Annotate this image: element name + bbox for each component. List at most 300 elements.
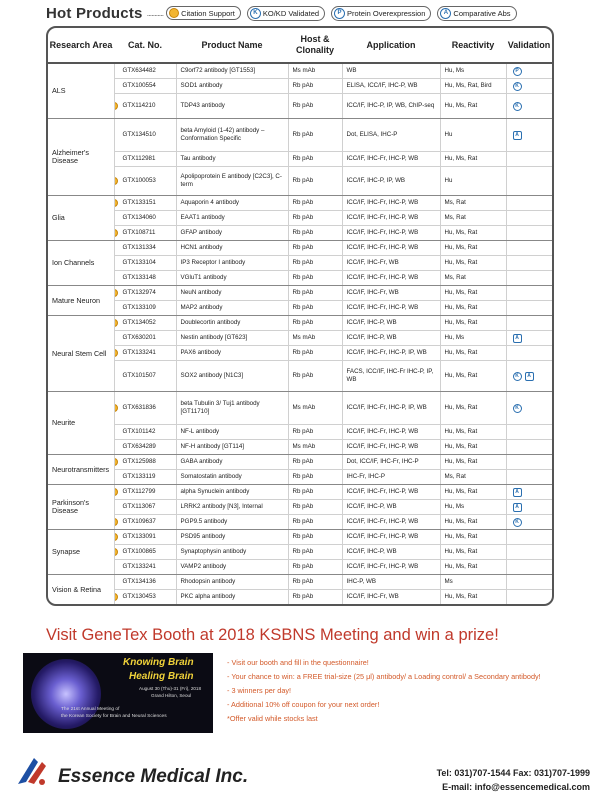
banner-annual: The 21st Annual Meeting of: [61, 707, 120, 712]
citation-icon: [114, 229, 118, 237]
host-cell: [288, 485, 342, 500]
product-name-cell: [176, 196, 288, 211]
application-cell: [342, 455, 440, 470]
validation-cell: [506, 515, 552, 530]
research-area-cell: Ion Channels: [48, 241, 114, 286]
product-name-cell-text: beta Tubulin 3/ Tuj1 antibody [GT11710]: [180, 400, 260, 415]
validation-cell: [506, 590, 552, 605]
contact-email: E-mail: info@essencemedical.com: [442, 782, 590, 792]
col-application: Application: [342, 28, 440, 63]
reactivity-cell: [440, 392, 506, 425]
reactivity-cell-text: Hu, Ms, Rat: [444, 428, 478, 435]
product-name-cell: [176, 392, 288, 425]
cat-no-cell: [114, 63, 176, 79]
cat-no-cell: [114, 515, 176, 530]
host-cell: [288, 545, 342, 560]
table-body: [48, 63, 552, 605]
research-area-cell: ALS: [48, 63, 114, 119]
promo-bullet: - Visit our booth and fill in the questionnaire!: [227, 658, 369, 667]
validation-cell: [506, 500, 552, 515]
validation-cell: [506, 455, 552, 470]
promo-bullet: - 3 winners per day!: [227, 686, 292, 695]
product-name-cell: [176, 301, 288, 316]
reactivity-cell-text: Hu, Ms, Rat: [444, 304, 478, 311]
cat-no-cell-text: GTX133119: [122, 473, 156, 480]
product-name-cell: [176, 470, 288, 485]
application-cell: [342, 500, 440, 515]
application-cell-text: ICC/IF, IHC-Fr, IHC-P, WB: [346, 533, 419, 540]
application-cell: [342, 425, 440, 440]
host-cell: [288, 425, 342, 440]
meeting-banner: [23, 653, 213, 733]
product-name-cell: [176, 425, 288, 440]
product-name-cell: [176, 119, 288, 152]
product-name-cell-text: PSD95 antibody: [180, 533, 226, 540]
host-cell: [288, 152, 342, 167]
table-row: [48, 530, 552, 545]
research-area-cell: Mature Neuron: [48, 286, 114, 316]
product-name-cell: [176, 79, 288, 94]
product-name-cell-text: GFAP antibody: [180, 229, 223, 236]
host-cell-text: Rb pAb: [292, 214, 314, 221]
table-row: [48, 63, 552, 79]
product-name-cell: [176, 575, 288, 590]
application-cell: [342, 196, 440, 211]
application-cell-text: Dot, ICC/IF, IHC-Fr, IHC-P: [346, 458, 419, 465]
application-cell-text: ICC/IF, IHC-Fr, IHC-P, IP, WB: [346, 349, 427, 356]
application-cell: [342, 256, 440, 271]
table-row: [48, 361, 552, 392]
cat-no-cell-text: GTX630201: [122, 334, 156, 341]
product-name-cell: [176, 455, 288, 470]
validation-cell: [506, 241, 552, 256]
host-cell-text: Rb pAb: [292, 473, 314, 480]
ko-kd-icon: K: [513, 82, 522, 91]
cat-no-cell-text: GTX101142: [122, 428, 156, 435]
cat-no-cell-text: GTX631836: [122, 404, 156, 411]
cat-no-cell: [114, 256, 176, 271]
application-cell-text: ICC/IF, IHC-P, WB: [346, 548, 397, 555]
application-cell-text: ICC/IF, IHC-P, WB: [346, 334, 397, 341]
comparative-abs-icon: A: [513, 131, 522, 140]
cat-no-cell: [114, 392, 176, 425]
cat-no-cell: [114, 167, 176, 196]
reactivity-cell: [440, 590, 506, 605]
research-area-cell: Vision & Retina: [48, 575, 114, 605]
cat-no-cell-text: GTX114210: [122, 102, 156, 109]
product-name-cell-text: GABA antibody: [180, 458, 223, 465]
cat-no-cell-text: GTX109637: [122, 518, 156, 525]
cat-no-cell: [114, 440, 176, 455]
host-cell: [288, 271, 342, 286]
ko-kd-icon: K: [250, 8, 261, 19]
table-row: [48, 226, 552, 241]
host-cell: [288, 560, 342, 575]
cat-no-cell: [114, 545, 176, 560]
cat-no-cell-text: GTX100554: [122, 82, 156, 89]
host-cell-text: Rb pAb: [292, 563, 314, 570]
reactivity-cell-text: Hu, Ms, Rat: [444, 349, 478, 356]
host-cell-text: Rb pAb: [292, 428, 314, 435]
reactivity-cell-text: Hu, Ms, Rat: [444, 593, 478, 600]
reactivity-cell-text: Hu, Ms, Rat: [444, 518, 478, 525]
table-row: [48, 167, 552, 196]
table-row: [48, 119, 552, 152]
application-cell-text: ELISA, ICC/IF, IHC-P, WB: [346, 82, 418, 89]
promo-title: Visit GeneTex Booth at 2018 KSBNS Meeting and win a prize!: [46, 626, 499, 644]
table-row: [48, 79, 552, 94]
validation-cell: [506, 226, 552, 241]
reactivity-cell-text: Hu, Ms: [444, 67, 465, 74]
product-name-cell-text: TDP43 antibody: [180, 102, 225, 109]
citation-icon: [114, 404, 118, 412]
banner-society: the Korean Society for Brain and Neural Sciences: [61, 714, 167, 719]
host-cell: [288, 119, 342, 152]
brand-name: Essence Medical Inc.: [58, 766, 249, 787]
reactivity-cell-text: Ms: [444, 578, 453, 585]
application-cell: [342, 470, 440, 485]
citation-icon: [114, 319, 118, 327]
banner-line2: Healing Brain: [129, 671, 194, 682]
host-cell: [288, 440, 342, 455]
application-cell: [342, 560, 440, 575]
cat-no-cell: [114, 346, 176, 361]
reactivity-cell-text: Hu: [444, 177, 453, 184]
application-cell: [342, 316, 440, 331]
header: [46, 4, 523, 22]
product-name-cell-text: NF-H antibody [GT114]: [180, 443, 245, 450]
product-name-cell: [176, 590, 288, 605]
citation-icon: [114, 177, 118, 185]
table-row: [48, 455, 552, 470]
reactivity-cell-text: Ms, Rat: [444, 199, 466, 206]
product-name-cell-text: beta Amyloid (1-42) antibody – Conformation Specific: [180, 127, 265, 142]
product-name-cell-text: SOD1 antibody: [180, 82, 223, 89]
validation-cell: [506, 392, 552, 425]
cat-no-cell-text: GTX108711: [122, 229, 156, 236]
reactivity-cell: [440, 485, 506, 500]
reactivity-cell: [440, 79, 506, 94]
host-cell-text: Rb pAb: [292, 578, 314, 585]
application-cell: [342, 331, 440, 346]
cat-no-cell-text: GTX125988: [122, 458, 156, 465]
cat-no-cell: [114, 211, 176, 226]
cat-no-cell-text: GTX100865: [122, 548, 156, 555]
host-cell-text: Rb pAb: [292, 244, 314, 251]
cat-no-cell: [114, 575, 176, 590]
reactivity-cell: [440, 301, 506, 316]
product-name-cell: [176, 286, 288, 301]
citation-icon: [114, 548, 118, 556]
application-cell-text: ICC/IF, IHC-Fr, IHC-P, WB: [346, 518, 419, 525]
cat-no-cell-text: GTX133091: [122, 533, 156, 540]
product-name-cell-text: HCN1 antibody: [180, 244, 223, 251]
reactivity-cell-text: Ms, Rat: [444, 274, 466, 281]
host-cell-text: Rb pAb: [292, 503, 314, 510]
legend-pe-label: Protein Overexpression: [347, 8, 426, 18]
reactivity-cell: [440, 425, 506, 440]
reactivity-cell-text: Hu, Ms, Rat: [444, 244, 478, 251]
application-cell: [342, 346, 440, 361]
cat-no-cell-text: GTX134136: [122, 578, 156, 585]
citation-icon: [114, 593, 118, 601]
validation-cell: [506, 256, 552, 271]
cat-no-cell-text: GTX634482: [122, 67, 156, 74]
reactivity-cell-text: Hu, Ms, Rat, Bird: [444, 82, 492, 89]
application-cell-text: ICC/IF, IHC-P, IP, WB, ChIP-seq: [346, 102, 435, 109]
host-cell-text: Rb pAb: [292, 593, 314, 600]
reactivity-cell-text: Hu, Ms, Rat: [444, 488, 478, 495]
application-cell: [342, 515, 440, 530]
banner-place: Grand Hilton, Seoul: [151, 693, 192, 698]
application-cell: [342, 79, 440, 94]
legend-ko: [247, 6, 325, 21]
reactivity-cell-text: Hu, Ms, Rat: [444, 229, 478, 236]
cat-no-cell-text: GTX133151: [122, 199, 156, 206]
application-cell-text: ICC/IF, IHC-Fr, IHC-P, WB: [346, 199, 419, 206]
application-cell: [342, 392, 440, 425]
table-row: [48, 94, 552, 119]
application-cell-text: ICC/IF, IHC-Fr, IHC-P, WB: [346, 229, 419, 236]
reactivity-cell: [440, 530, 506, 545]
application-cell: [342, 485, 440, 500]
application-cell-text: ICC/IF, IHC-Fr, IHC-P, WB: [346, 244, 419, 251]
application-cell: [342, 167, 440, 196]
table-row: [48, 286, 552, 301]
table-row: [48, 271, 552, 286]
product-name-cell-text: PAX6 antibody: [180, 349, 221, 356]
cat-no-cell: [114, 316, 176, 331]
col-validation: Validation: [506, 28, 552, 63]
cat-no-cell: [114, 196, 176, 211]
cat-no-cell-text: GTX133148: [122, 274, 156, 281]
product-name-cell: [176, 361, 288, 392]
product-name-cell: [176, 316, 288, 331]
cat-no-cell: [114, 361, 176, 392]
col-host-clonality: Host & Clonality: [288, 28, 342, 63]
cat-no-cell-text: GTX634289: [122, 443, 156, 450]
host-cell-text: Rb pAb: [292, 229, 314, 236]
product-name-cell-text: Nestin antibody [GT623]: [180, 334, 248, 341]
host-cell-text: Rb pAb: [292, 372, 314, 379]
application-cell-text: Dot, ELISA, IHC-P: [346, 131, 398, 138]
application-cell: [342, 119, 440, 152]
comparative-abs-icon: A: [525, 372, 534, 381]
application-cell: [342, 590, 440, 605]
application-cell-text: ICC/IF, IHC-Fr, IHC-P, IP, WB: [346, 404, 427, 411]
table-row: [48, 196, 552, 211]
validation-cell: [506, 152, 552, 167]
comparative-abs-icon: A: [440, 8, 451, 19]
citation-icon: [114, 488, 118, 496]
table-row: [48, 470, 552, 485]
table-row: [48, 346, 552, 361]
reactivity-cell-text: Hu, Ms, Rat: [444, 533, 478, 540]
table-row: [48, 152, 552, 167]
validation-cell: [506, 470, 552, 485]
reactivity-cell: [440, 167, 506, 196]
reactivity-cell: [440, 575, 506, 590]
host-cell-text: Rb pAb: [292, 155, 314, 162]
host-cell: [288, 590, 342, 605]
validation-cell: [506, 271, 552, 286]
application-cell-text: ICC/IF, IHC-Fr, IHC-P, WB: [346, 274, 419, 281]
application-cell-text: FACS, ICC/IF, IHC-Fr IHC-P, IP, WB: [346, 368, 434, 383]
application-cell: [342, 271, 440, 286]
product-name-cell: [176, 530, 288, 545]
product-name-cell-text: SOX2 antibody [N1C3]: [180, 372, 244, 379]
col-cat-no: Cat. No.: [114, 28, 176, 63]
promo-bullet: - Additional 10% off coupon for your next order!: [227, 700, 380, 709]
application-cell: [342, 211, 440, 226]
reactivity-cell-text: Hu, Ms, Rat: [444, 319, 478, 326]
reactivity-cell-text: Hu, Ms, Rat: [444, 289, 478, 296]
product-name-cell-text: NF-L antibody: [180, 428, 220, 435]
product-name-cell-text: alpha Synuclein antibody: [180, 488, 250, 495]
host-cell: [288, 455, 342, 470]
product-name-cell: [176, 271, 288, 286]
reactivity-cell: [440, 470, 506, 485]
legend-ko-label: KO/KD Validated: [262, 8, 320, 18]
table-row: [48, 575, 552, 590]
reactivity-cell: [440, 361, 506, 392]
host-cell-text: Rb pAb: [292, 177, 314, 184]
table-row: [48, 560, 552, 575]
comparative-abs-icon: A: [513, 334, 522, 343]
product-table: [48, 28, 552, 605]
reactivity-cell-text: Ms, Rat: [444, 214, 466, 221]
cat-no-cell-text: GTX133241: [122, 349, 156, 356]
promo-bullets: [227, 656, 541, 726]
cat-no-cell-text: GTX132974: [122, 289, 156, 296]
host-cell-text: Rb pAb: [292, 199, 314, 206]
cat-no-cell: [114, 530, 176, 545]
reactivity-cell: [440, 241, 506, 256]
product-name-cell-text: PKC alpha antibody: [180, 593, 236, 600]
reactivity-cell: [440, 211, 506, 226]
citation-icon: [114, 349, 118, 357]
cat-no-cell: [114, 560, 176, 575]
application-cell-text: ICC/IF, IHC-Fr, IHC-P, WB: [346, 488, 419, 495]
application-cell: [342, 575, 440, 590]
reactivity-cell: [440, 119, 506, 152]
host-cell: [288, 286, 342, 301]
reactivity-cell: [440, 515, 506, 530]
product-name-cell: [176, 331, 288, 346]
validation-cell: [506, 346, 552, 361]
cat-no-cell: [114, 500, 176, 515]
ko-kd-icon: K: [513, 372, 522, 381]
host-cell: [288, 530, 342, 545]
col-product-name: Product Name: [176, 28, 288, 63]
host-cell: [288, 256, 342, 271]
protein-overexpression-icon: P: [513, 67, 522, 76]
cat-no-cell-text: GTX113067: [122, 503, 156, 510]
application-cell: [342, 152, 440, 167]
comparative-abs-icon: A: [513, 488, 522, 497]
product-name-cell: [176, 485, 288, 500]
citation-icon: [114, 533, 118, 541]
product-name-cell: [176, 256, 288, 271]
product-name-cell: [176, 152, 288, 167]
reactivity-cell: [440, 226, 506, 241]
product-name-cell: [176, 63, 288, 79]
research-area-cell: Glia: [48, 196, 114, 241]
validation-cell: [506, 361, 552, 392]
table-row: [48, 515, 552, 530]
application-cell-text: ICC/IF, IHC-Fr, IHC-P, WB: [346, 155, 419, 162]
validation-cell: [506, 560, 552, 575]
citation-icon: [114, 518, 118, 526]
application-cell-text: ICC/IF, IHC-P, WB: [346, 319, 397, 326]
cat-no-cell-text: GTX133109: [122, 304, 156, 311]
validation-cell: [506, 94, 552, 119]
host-cell-text: Ms mAb: [292, 334, 316, 341]
cat-no-cell-text: GTX133104: [122, 259, 156, 266]
product-name-cell: [176, 94, 288, 119]
validation-cell: [506, 119, 552, 152]
host-cell: [288, 515, 342, 530]
application-cell: [342, 226, 440, 241]
citation-icon: [114, 289, 118, 297]
application-cell-text: ICC/IF, IHC-P, IP, WB: [346, 177, 406, 184]
promo-bullet: - Your chance to win: a FREE trial-size (25 μl) antibody/ a Loading control/ a Secondary antibody!: [227, 672, 541, 681]
product-name-cell-text: NeuN antibody: [180, 289, 222, 296]
host-cell: [288, 301, 342, 316]
reactivity-cell-text: Hu, Ms, Rat: [444, 548, 478, 555]
application-cell: [342, 286, 440, 301]
reactivity-cell-text: Hu, Ms, Rat: [444, 458, 478, 465]
host-cell-text: Rb pAb: [292, 274, 314, 281]
legend-citation: [166, 6, 241, 20]
validation-cell: [506, 316, 552, 331]
validation-cell: [506, 530, 552, 545]
application-cell-text: ICC/IF, IHC-Fr, IHC-P, WB: [346, 304, 419, 311]
host-cell-text: Rb pAb: [292, 349, 314, 356]
product-name-cell: [176, 500, 288, 515]
application-cell-text: ICC/IF, IHC-Fr, WB: [346, 259, 399, 266]
product-name-cell-text: VGluT1 antibody: [180, 274, 227, 281]
product-name-cell-text: PGP9.5 antibody: [180, 518, 228, 525]
product-table-frame: [46, 26, 554, 606]
cat-no-cell-text: GTX133241: [122, 563, 156, 570]
legend-ca-label: Comparative Abs: [453, 8, 511, 18]
product-name-cell: [176, 545, 288, 560]
product-name-cell: [176, 226, 288, 241]
cat-no-cell: [114, 79, 176, 94]
product-name-cell-text: Apolipoprotein E antibody [C2C3], C-term: [180, 173, 282, 188]
application-cell-text: ICC/IF, IHC-Fr, WB: [346, 593, 399, 600]
reactivity-cell: [440, 286, 506, 301]
validation-cell: [506, 286, 552, 301]
product-name-cell: [176, 167, 288, 196]
host-cell-text: Ms mAb: [292, 404, 316, 411]
product-name-cell: [176, 515, 288, 530]
col-research-area: Research Area: [48, 28, 114, 63]
reactivity-cell: [440, 440, 506, 455]
product-name-cell-text: Synaptophysin antibody: [180, 548, 247, 555]
ko-kd-icon: K: [513, 102, 522, 111]
table-row: [48, 256, 552, 271]
host-cell-text: Rb pAb: [292, 102, 314, 109]
product-name-cell-text: Rhodopsin antibody: [180, 578, 236, 585]
cat-no-cell: [114, 94, 176, 119]
research-area-cell: Synapse: [48, 530, 114, 575]
product-name-cell-text: Aquaporin 4 antibody: [180, 199, 239, 206]
reactivity-cell-text: Hu, Ms, Rat: [444, 404, 478, 411]
citation-icon: [114, 458, 118, 466]
reactivity-cell: [440, 500, 506, 515]
